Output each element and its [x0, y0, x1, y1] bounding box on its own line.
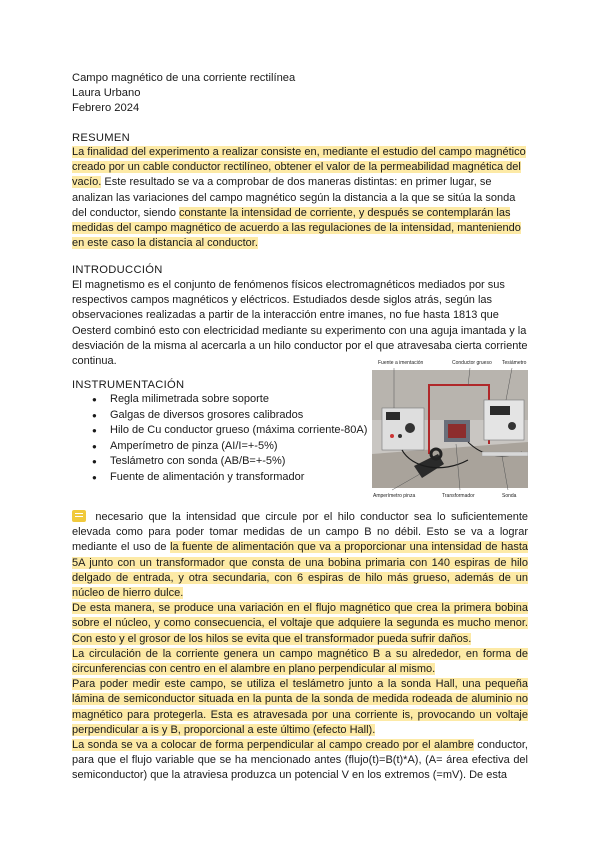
- document-date: Febrero 2024: [72, 102, 140, 114]
- body-text: [72, 510, 528, 784]
- introduccion-paragraph: El magnetismo es el conjunto de fenómenos físicos electromagnéticos mediados por sus respectivos campos magnéticos y eléctricos. Estudiados desde siglos atrás, según las observaciones realizadas a partir de la interacción entre imanes, no fue hasta 1813 que Oesterd combinó esto con electricidad mediante su experimento con una aguja imantada y la desviación de la misma al acercarla a un hilo conductor por el que atravesaba cierta corriente continua.: [72, 279, 528, 368]
- label-fuente: Fuente a imentación: [378, 360, 424, 366]
- body-text-5a: conductor, para que el flujo variable que se ha mencionado antes (flujo(t)=B(t)*A), (A= área efectiva del semiconductor) que la atraviesa produzca un potencial V en los extremos (=mV). De esta: [72, 739, 528, 782]
- body-highlight-2[interactable]: De esta manera, se produce una variación en el flujo magnético que crea la primera bobina sobre el núcleo, y como consecuencia, el voltaje que adquiere la segunda es mucho menor. Con esto y el grosor de los hilos se evita que el transformador pueda sufrir daños.: [72, 602, 528, 645]
- list-item: ● Fuente de alimentación y transformador: [92, 470, 392, 486]
- resumen-heading: RESUMEN: [72, 132, 131, 144]
- resumen-highlight-1[interactable]: La finalidad del experimento a realizar consiste en, mediante el estudio del campo magnético creado por un cable conductor rectilíneo, obtener el valor de la permeabilidad magnética del vacío.: [72, 146, 526, 189]
- body-highlight-1[interactable]: la fuente de alimentación que va a proporcionar una intensidad de hasta 5A junto con un transformador que consta de una bobina primaria con 140 espiras de hilo delgado de entrada, y otra secundaria, con 6 espiras de hilo más grueso, además de un núcleo de hierro dulce.: [72, 541, 528, 600]
- label-teslametro: Tesiámetro: [502, 360, 527, 366]
- body-paragraph-3: [72, 647, 528, 677]
- body-text-1a: necesario que la intensidad que circule por el hilo conductor sea lo suficientemente elevada como para poder tomar medidas de un campo B no débil. Esto se va a lograr mediante el uso de: [72, 511, 528, 554]
- instrumentation-list: [72, 392, 392, 486]
- body-highlight-3[interactable]: La circulación de la corriente genera un campo magnético B a su alrededor, en forma de circunferencias con centro en el alambre en plano perpendicular al mismo.: [72, 647, 528, 676]
- document-author: Laura Urbano: [72, 87, 141, 99]
- label-sonda: Sonda: [502, 493, 517, 499]
- document-header: [72, 71, 295, 116]
- comment-note-icon[interactable]: [72, 510, 86, 522]
- resumen-paragraph: [72, 145, 528, 251]
- body-highlight-5[interactable]: La sonda se va a colocar de forma perpendicular al campo creado por el alambre: [72, 739, 474, 752]
- list-item: ● Teslámetro con sonda (AB/B=+-5%): [92, 454, 392, 470]
- body-paragraph-2: [72, 601, 528, 647]
- label-amperimetro: Amperímetro pinza: [373, 493, 416, 499]
- resumen-highlight-2[interactable]: constante la intensidad de corriente, y después se contemplarán las medidas del campo magnético de acuerdo a las regulaciones de la intensidad, manteniendo en este caso la distancia al conductor.: [72, 206, 521, 250]
- list-item: ● Hilo de Cu conductor grueso (máxima corriente-80A): [92, 423, 392, 439]
- body-paragraph-1: [72, 510, 528, 601]
- body-paragraph-5: [72, 738, 528, 784]
- body-paragraph-4: [72, 677, 528, 738]
- list-item: ● Regla milimetrada sobre soporte: [92, 392, 392, 408]
- resumen-text: Este resultado se va a comprobar de dos maneras distintas: en primer lugar, se analizan las variaciones del campo magnético según la distancia a la que se sitúa la sonda del conductor, siendo: [72, 176, 516, 219]
- introduccion-heading: INTRODUCCIÓN: [72, 264, 163, 276]
- experiment-setup-photo: [372, 356, 528, 500]
- list-item: ● Galgas de diversos grosores calibrados: [92, 408, 392, 424]
- body-highlight-4[interactable]: Para poder medir este campo, se utiliza el teslámetro junto a la sonda Hall, una pequeña lámina de semiconductor situada en la punta de la sonda de medida rodeada de aluminio no magnético para protegerla. Esta es atravesada por una corriente is, provocando un voltaje perpendicular a is y B, proporcional a este último (efecto Hall).: [72, 678, 528, 736]
- instrumentacion-heading: INSTRUMENTACIÓN: [72, 379, 185, 391]
- document-title: Campo magnético de una corriente rectilínea: [72, 72, 296, 84]
- label-conductor: Conductor grueso: [452, 360, 492, 366]
- list-item: ● Amperímetro de pinza (AI/I=+-5%): [92, 439, 392, 455]
- label-transformador: Transformador: [442, 493, 475, 499]
